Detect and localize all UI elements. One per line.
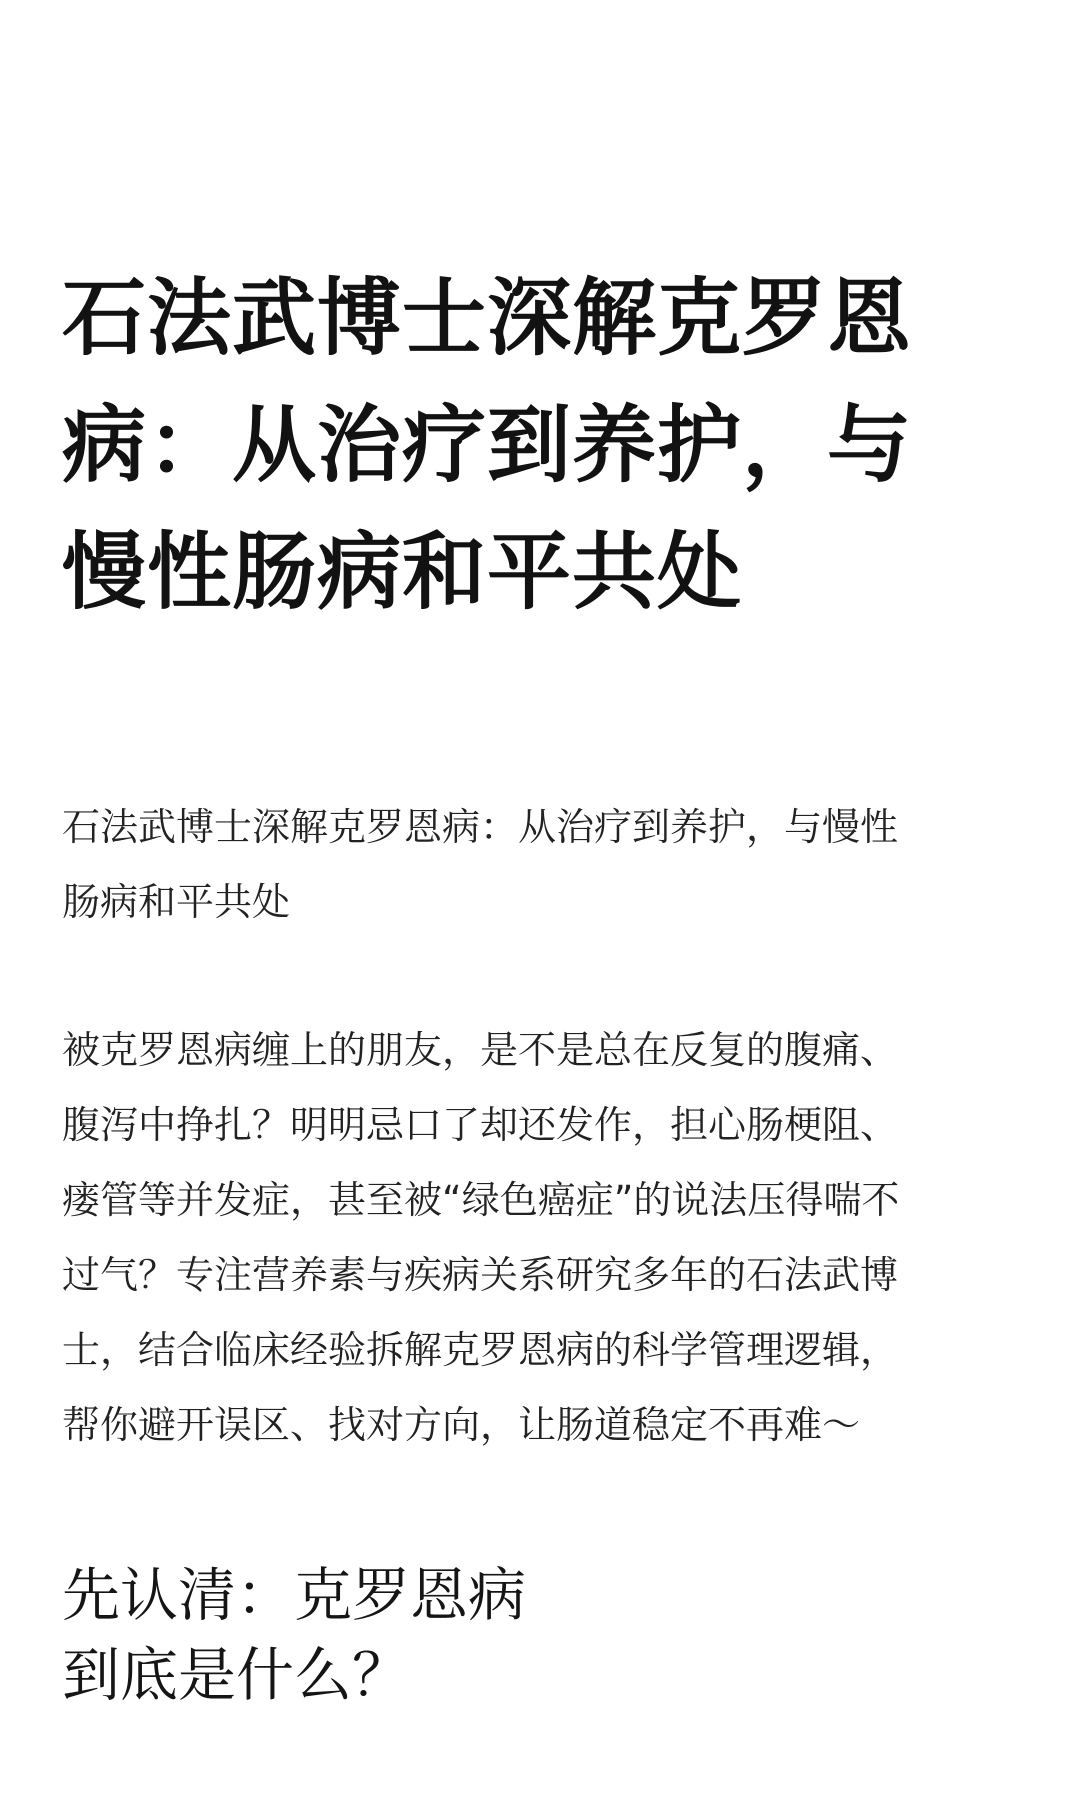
- subtitle-line: 肠病和平共处: [62, 880, 291, 924]
- article-title-line: 石法武博士深解克罗恩: [62, 269, 913, 367]
- intro-line: 瘘管等并发症，甚至被“绿色癌症”的说法压得喘不: [62, 1178, 900, 1222]
- article-subtitle-paragraph: [62, 790, 1022, 940]
- intro-line: 被克罗恩病缠上的朋友，是不是总在反复的腹痛、: [62, 1028, 899, 1072]
- section-heading-line: 先认清：克罗恩病: [62, 1561, 527, 1629]
- article-title-line: 慢性肠病和平共处: [62, 523, 743, 621]
- section-heading: [62, 1555, 1022, 1715]
- intro-line: 腹泻中挣扎？明明忌口了却还发作，担心肠梗阻、: [62, 1103, 899, 1147]
- article-title-line: 病：从治疗到养护，与: [62, 396, 913, 494]
- intro-line: 帮你避开误区、找对方向，让肠道稳定不再难～: [62, 1403, 861, 1447]
- subtitle-line: 石法武博士深解克罗恩病：从治疗到养护，与慢性: [62, 805, 899, 849]
- article-title: [62, 255, 1022, 636]
- intro-line: 士，结合临床经验拆解克罗恩病的科学管理逻辑，: [62, 1328, 899, 1372]
- section-heading-line: 到底是什么？: [62, 1641, 411, 1709]
- intro-line: 过气？专注营养素与疾病关系研究多年的石法武博: [62, 1253, 899, 1297]
- intro-paragraph: [62, 1013, 1022, 1463]
